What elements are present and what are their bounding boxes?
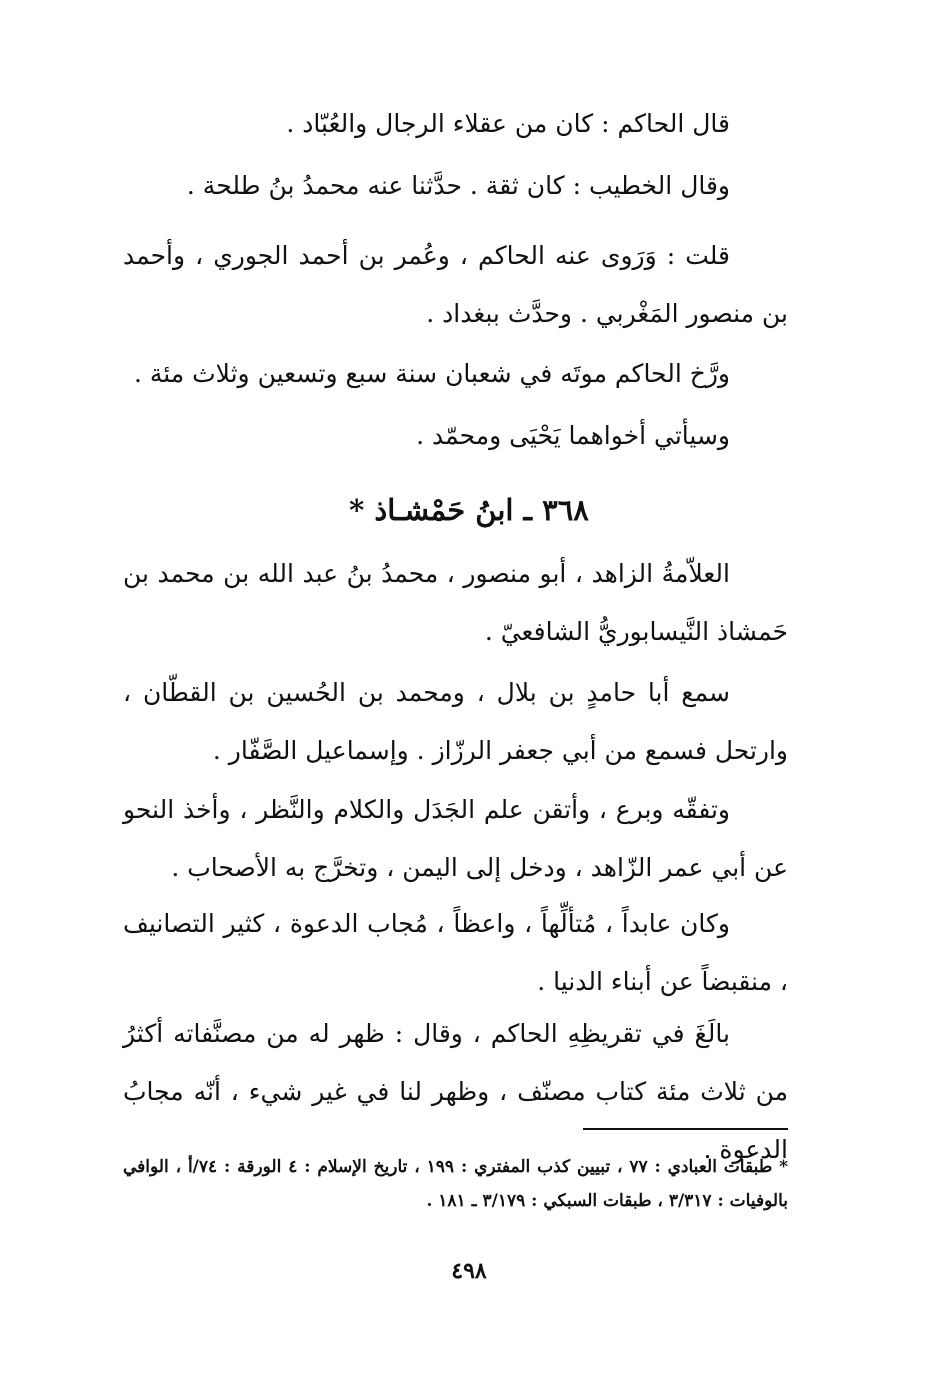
footnote-sources: * طبقات العبادي : ٧٧ ، تبيين كذب المفتري : ١٩٩ ، تاريخ الإسلام : ٤ الورقة : ٧٤/أ ، الوافي بالوفيات : ٣/٣١٧ ، طبقات السبكي : ٣/١٧٩ ـ ١٨١ . [123,1157,789,1211]
paragraph-hakim-quote: قال الحاكم : كان من عقلاء الرجال والعُبّاد . [286,109,730,138]
paragraph-narrators: قلت : وَرَوى عنه الحاكم ، وعُمر بن أحمد الجوري ، وأحمد بن منصور المَغْربي . وحدَّث ببغداد . [123,241,788,328]
footnote-separator [583,1128,788,1130]
paragraph-entry-studies: وتفقّه وبرع ، وأتقن علم الجَدَل والكلام والنَّظر ، وأخذ النحو عن أبي عمر الزّاهد ، ودخل إلى اليمن ، وتخرَّج به الأصحاب . [123,795,788,882]
paragraph-death-date: ورَّخ الحاكم موتَه في شعبان سنة سبع وتسعين وثلاث مئة . [133,359,730,388]
paragraph-entry-teachers: سمع أبا حامدٍ بن بلال ، ومحمد بن الحُسين بن القطّان ، وارتحل فسمع من أبي جعفر الرزّاز . وإسماعيل الصَّفّار . [123,678,788,765]
paragraph-entry-praise: بالَغَ في تقريظِهِ الحاكم ، وقال : ظهر له من مصنَّفاته أكثرُ من ثلاث مئة كتاب مصنّف ، وظهر لنا في غير شيء ، أنّه مجابُ الدعوة . [123,1019,788,1164]
page-number: ٤٩٨ [451,1258,487,1284]
paragraph-entry-name: العلاّمةُ الزاهد ، أبو منصور ، محمدُ بنُ عبد الله بن محمد بن حَمشاذ النَّيسابوريُّ الشافعيّ . [123,559,788,646]
paragraph-entry-character: وكان عابداً ، مُتألِّهاً ، واعظاً ، مُجاب الدعوة ، كثير التصانيف ، منقبضاً عن أبناء الدنيا . [123,909,788,996]
paragraph-brothers: وسيأتي أخواهما يَحْيَى ومحمّد . [416,421,730,450]
paragraph-khatib-quote: وقال الخطيب : كان ثقة . حدَّثنا عنه محمدُ بنُ طلحة . [186,171,730,200]
entry-heading: ٣٦٨ ـ ابنُ حَمْشـاذ * [349,493,589,527]
